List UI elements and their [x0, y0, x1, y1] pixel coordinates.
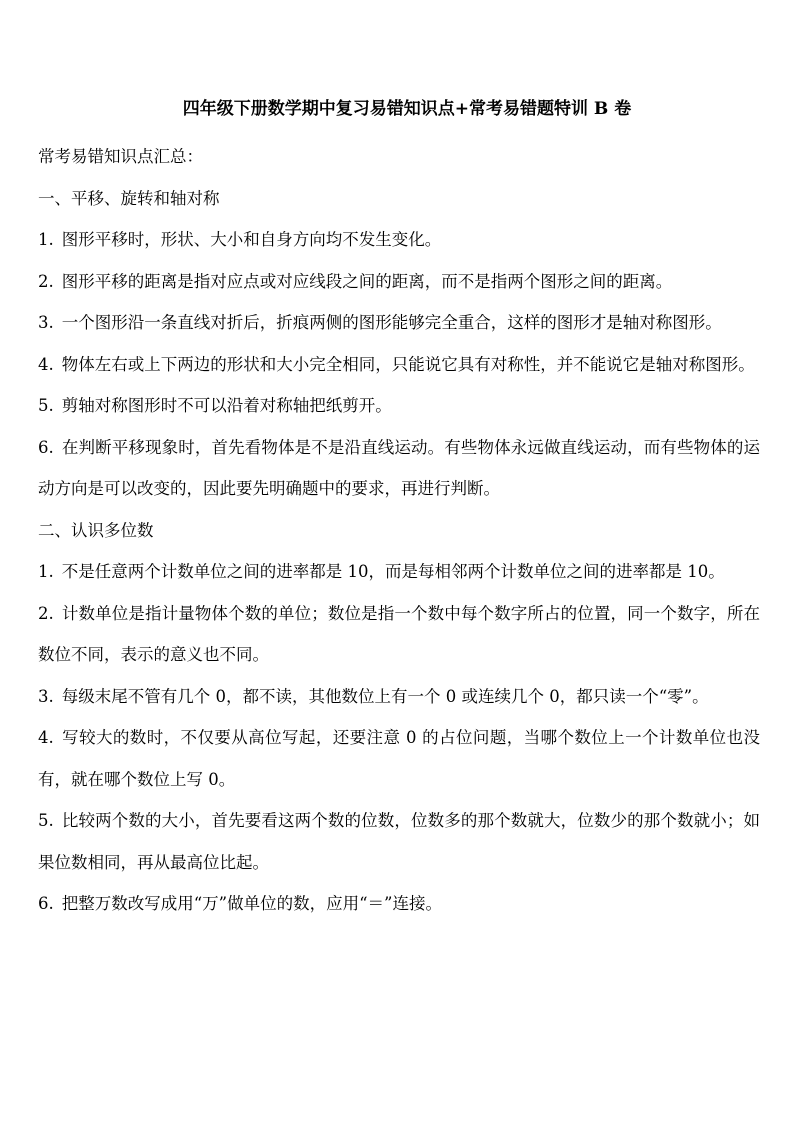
item-text: 比较两个数的大小，首先要看这两个数的位数，位数多的那个数就大，位数少的那个数就小；如果位数相同，再从最高位比起。	[38, 811, 760, 872]
item-number: 5.	[38, 396, 54, 415]
item-number: 1.	[38, 230, 54, 249]
list-item	[38, 593, 760, 676]
list-item	[38, 219, 760, 261]
item-number: 3.	[38, 313, 54, 332]
item-text: 不是任意两个计数单位之间的进率都是 10，而是每相邻两个计数单位之间的进率都是 10。	[61, 562, 725, 581]
item-number: 4.	[38, 728, 54, 747]
summary-heading: 常考易错知识点汇总：	[38, 147, 203, 166]
item-text: 图形平移时，形状、大小和自身方向均不发生变化。	[61, 230, 442, 249]
item-text: 图形平移的距离是指对应点或对应线段之间的距离，而不是指两个图形之间的距离。	[61, 271, 673, 291]
section-heading-multidigit-numbers: 二、认识多位数	[38, 520, 154, 540]
item-number: 5.	[38, 811, 54, 830]
item-text: 在判断平移现象时，首先看物体是不是沿直线运动。有些物体永远做直线运动，而有些物体的运动方向是可以改变的，因此要先明确题中的要求，再进行判断。	[38, 437, 760, 498]
section-heading-translation-rotation-symmetry: 一、平移、旋转和轴对称	[38, 188, 220, 208]
item-text: 物体左右或上下两边的形状和大小完全相同，只能说它具有对称性，并不能说它是轴对称图形。	[61, 354, 755, 374]
list-item	[38, 676, 760, 718]
item-number: 2.	[38, 603, 54, 623]
item-text: 一个图形沿一条直线对折后，折痕两侧的图形能够完全重合，这样的图形才是轴对称图形。	[61, 313, 722, 332]
item-number: 3.	[38, 686, 54, 706]
item-text: 剪轴对称图形时不可以沿着对称轴把纸剪开。	[61, 396, 392, 415]
document-title: 四年级下册数学期中复习易错知识点+常考易错题特训 B 卷	[182, 99, 632, 119]
list-item	[38, 427, 760, 510]
list-item	[38, 261, 760, 303]
item-number: 4.	[38, 354, 54, 374]
item-text: 计数单位是指计量物体个数的单位；数位是指一个数中每个数字所占的位置，同一个数字，所在数位不同，表示的意义也不同。	[38, 603, 760, 664]
list-item	[38, 302, 760, 344]
list-item	[38, 551, 760, 593]
list-item	[38, 800, 760, 883]
item-text: 把整万数改写成用“万”做单位的数，应用“＝”连接。	[61, 894, 442, 913]
item-number: 1.	[38, 562, 54, 581]
item-number: 2.	[38, 271, 54, 291]
document-body	[38, 136, 760, 925]
item-text: 每级末尾不管有几个 0，都不读，其他数位上有一个 0 或连续几个 0，都只读一个“零”。	[61, 686, 709, 706]
list-item	[38, 385, 760, 427]
list-item	[38, 883, 760, 925]
item-text: 写较大的数时，不仅要从高位写起，还要注意 0 的占位问题，当哪个数位上一个计数单位也没有，就在哪个数位上写 0。	[38, 728, 760, 789]
list-item	[38, 344, 760, 386]
item-number: 6.	[38, 437, 54, 457]
item-number: 6.	[38, 894, 54, 913]
list-item	[38, 717, 760, 800]
